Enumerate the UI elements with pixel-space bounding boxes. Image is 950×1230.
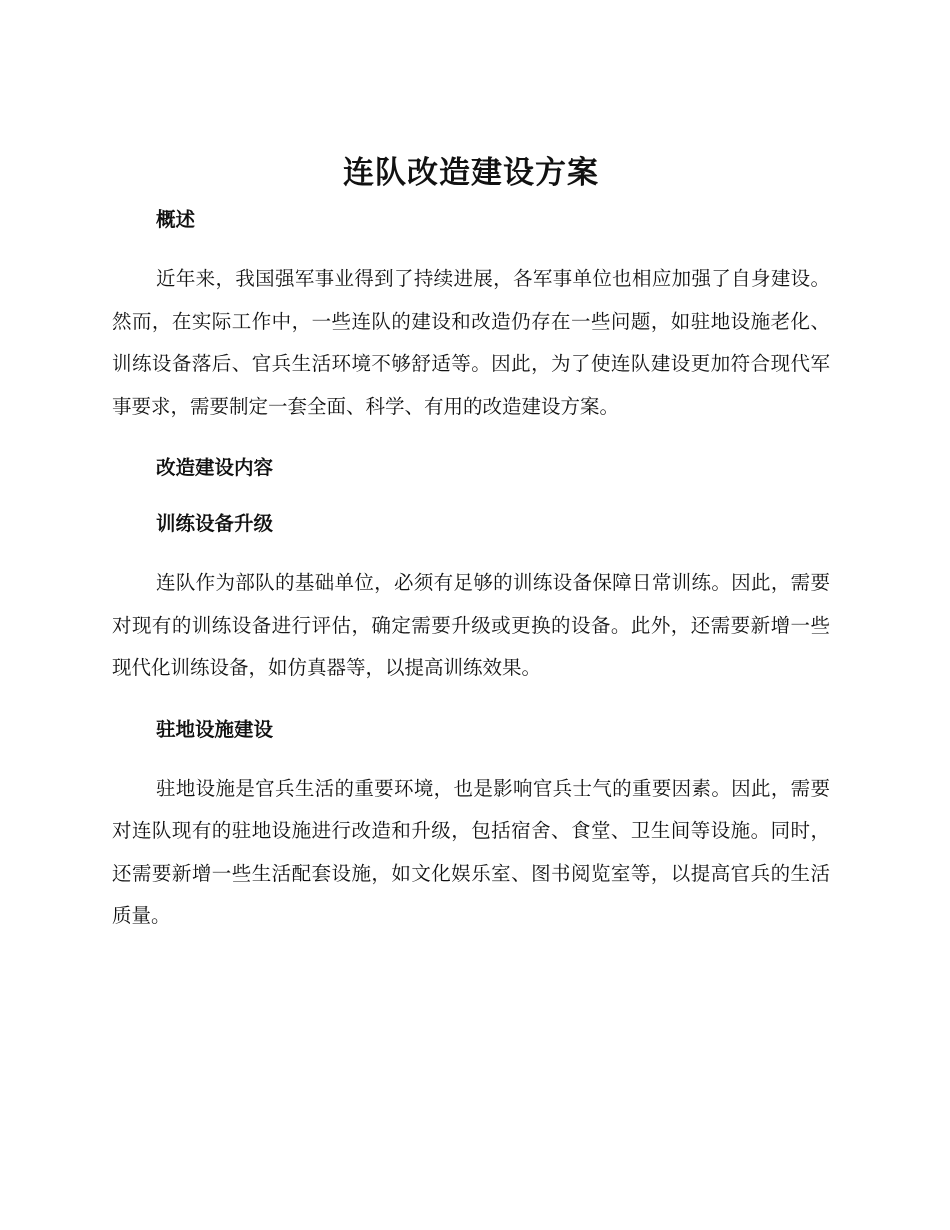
document-body	[112, 150, 830, 938]
subsection-heading-training: 训练设备升级	[156, 512, 274, 535]
paragraph-facility: 驻地设施是官兵生活的重要环境，也是影响官兵士气的重要因素。因此，需要对连队现有的驻地设施进行改造和升级，包括宿舍、食堂、卫生间等设施。同时，还需要新增一些生活配套设施，如文化娱乐室、图书阅览室等，以提高官兵的生活质量。	[112, 776, 830, 927]
subsection-heading-facility: 驻地设施建设	[156, 717, 274, 741]
paragraph-training: 连队作为部队的基础单位，必须有足够的训练设备保障日常训练。因此，需要对现有的训练设备进行评估，确定需要升级或更换的设备。此外，还需要新增一些现代化训练设备，如仿真器等，以提高训练效果。	[112, 571, 830, 679]
paragraph-overview: 近年来，我国强军事业得到了持续进展，各军事单位也相应加强了自身建设。然而，在实际工作中，一些连队的建设和改造仍存在一些问题，如驻地设施老化、训练设备落后、官兵生活环境不够舒适等。因此，为了使连队建设更加符合现代军事要求，需要制定一套全面、科学、有用的改造建设方案。	[112, 267, 830, 418]
document-title: 连队改造建设方案	[343, 155, 599, 191]
section-heading-content: 改造建设内容	[156, 456, 274, 479]
section-heading-overview: 概述	[156, 208, 196, 231]
